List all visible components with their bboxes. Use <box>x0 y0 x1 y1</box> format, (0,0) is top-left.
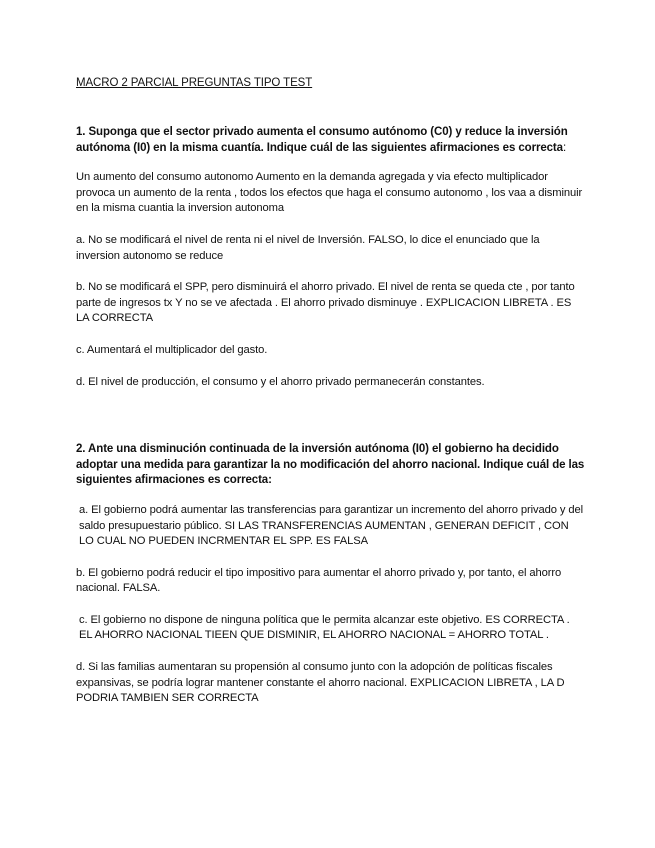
question-2: 2. Ante una disminución continuada de la inversión autónoma (I0) el gobierno ha decidido adoptar una medida para garantizar la no modificación del ahorro nacional. Indique cuál de las siguientes afirmaciones es correcta: <box>76 443 585 487</box>
question-1-text: 1. Suponga que el sector privado aumenta el consumo autónomo (C0) y reduce la inversión autónoma (I0) en la misma cuantía. Indique cuál de las siguientes afirmaciones es correcta <box>76 126 568 154</box>
q2-option-a: a. El gobierno podrá aumentar las transferencias para garantizar un incremento del ahorro privado y del saldo presupuestario público. SI LAS TRANSFERENCIAS AUMENTAN , GENERAN DEFICIT , CON LO CUAL NO PUEDEN INCRMENTAR EL SPP. ES FALSA <box>79 503 583 548</box>
q1-explanation: Un aumento del consumo autonomo Aumento en la demanda agregada y via efecto multiplicador provoca un aumento de la renta , todos los efectos que haga el consumo autonomo , los vaa a disminuir en la misma cuantia la inversion autonoma <box>76 171 583 215</box>
q1-option-a: a. No se modificará el nivel de renta ni el nivel de Inversión. FALSO, lo dice el enunciado que la inversion autonomo se reduce <box>76 233 540 262</box>
question-1 <box>76 125 585 156</box>
question-1-colon: : <box>562 141 567 154</box>
q2-option-b: b. El gobierno podrá reducir el tipo impositivo para aumentar el ahorro privado y, por tanto, el ahorro nacional. FALSA. <box>76 566 562 595</box>
q2-option-d: d. Si las familias aumentaran su propensión al consumo junto con la adopción de políticas fiscales expansivas, se podría lograr mantener constante el ahorro nacional. EXPLICACION LIBRETA , LA D PODRIA TAMBIEN SER CORRECTA <box>76 661 565 705</box>
document-title: MACRO 2 PARCIAL PREGUNTAS TIPO TEST <box>76 77 313 89</box>
q1-option-d: d. El nivel de producción, el consumo y el ahorro privado permanecerán constantes. <box>76 375 485 388</box>
section-spacer <box>76 406 585 442</box>
q2-option-c: c. El gobierno no dispone de ninguna política que le permita alcanzar este objetivo. ES CORRECTA . EL AHORRO NACIONAL TIEEN QUE DISMINIR, EL AHORRO NACIONAL = AHORRO TOTAL . <box>79 613 570 642</box>
q1-option-c: c. Aumentará el multiplicador del gasto. <box>76 343 268 356</box>
q1-option-b: b. No se modificará el SPP, pero disminuirá el ahorro privado. El nivel de renta se queda cte , por tanto parte de ingresos tx Y no se ve afectada . El ahorro privado disminuye . EXPLICACION LIBRETA . ES LA CORRECTA <box>76 281 575 325</box>
